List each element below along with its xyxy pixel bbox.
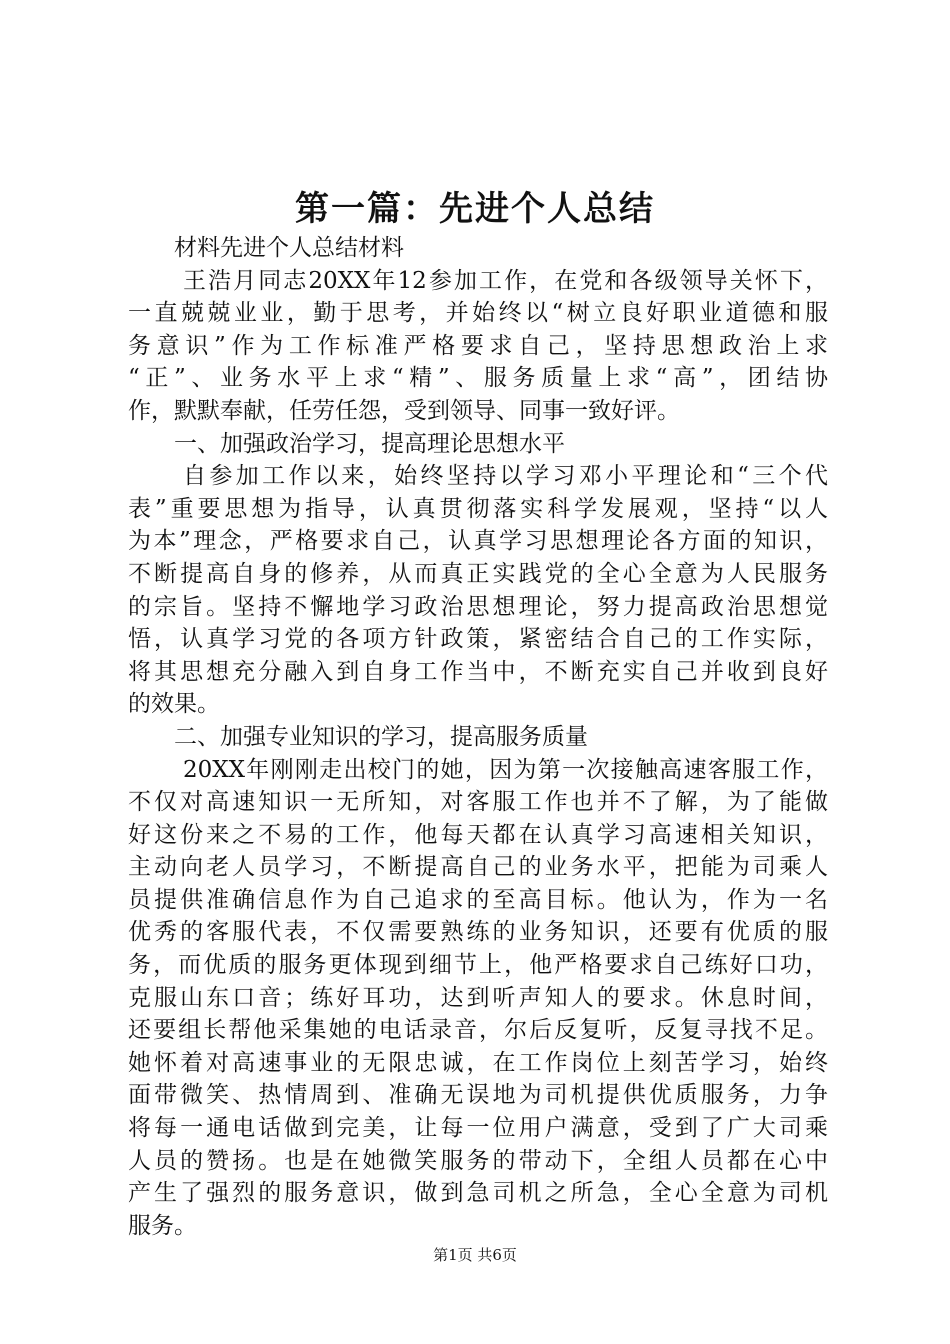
text-line: 悟，认真学习党的各项方针政策，紧密结合自己的工作实际， bbox=[128, 626, 828, 653]
text-line-subtitle: 材料先进个人总结材料 bbox=[174, 235, 404, 261]
text-line: 主动向老人员学习，不断提高自己的业务水平，把能为司乘人 bbox=[128, 854, 828, 881]
document-title: 第一篇：先进个人总结 bbox=[295, 189, 655, 229]
text-line: 王浩月同志20XX年12参加工作，在党和各级领导关怀下， bbox=[183, 267, 828, 294]
text-line: 优秀的客服代表，不仅需要熟练的业务知识，还要有优质的服 bbox=[128, 919, 828, 946]
document-body bbox=[128, 232, 828, 1242]
text-line: 表”重要思想为指导，认真贯彻落实科学发展观，坚持“以人 bbox=[128, 495, 828, 522]
section-heading-1: 一、加强政治学习，提高理论思想水平 bbox=[174, 430, 565, 457]
text-line: 面带微笑、热情周到、准确无误地为司机提供优质服务，力争 bbox=[128, 1082, 828, 1109]
text-line: 作，默默奉献，任劳任怨，受到领导、同事一致好评。 bbox=[128, 397, 680, 424]
text-line: 自参加工作以来，始终坚持以学习邓小平理论和“三个代 bbox=[183, 463, 828, 490]
text-line: 20XX年刚刚走出校门的她，因为第一次接触高速客服工作， bbox=[183, 756, 828, 783]
text-line: 克服山东口音；练好耳功，达到听声知人的要求。休息时间， bbox=[128, 984, 828, 1011]
text-line: 服务。 bbox=[128, 1212, 197, 1239]
section-heading-2: 二、加强专业知识的学习，提高服务质量 bbox=[174, 723, 588, 750]
text-line: 一直兢兢业业，勤于思考，并始终以“树立良好职业道德和服 bbox=[128, 300, 828, 327]
text-line: 为本”理念，严格要求自己，认真学习思想理论各方面的知识， bbox=[128, 528, 828, 555]
text-line: 不断提高自身的修养，从而真正实践党的全心全意为人民服务 bbox=[128, 560, 828, 587]
text-line: 她怀着对高速事业的无限忠诚，在工作岗位上刻苦学习，始终 bbox=[128, 1049, 828, 1076]
text-line: 务意识”作为工作标准严格要求自己，坚持思想政治上求 bbox=[128, 332, 828, 359]
text-line: “正”、业务水平上求“精”、服务质量上求“高”，团结协 bbox=[128, 365, 828, 392]
text-line: 人员的赞扬。也是在她微笑服务的带动下，全组人员都在心中 bbox=[128, 1147, 828, 1174]
text-line: 好这份来之不易的工作，他每天都在认真学习高速相关知识， bbox=[128, 821, 828, 848]
text-line: 还要组长帮他采集她的电话录音，尔后反复听，反复寻找不足。 bbox=[128, 1017, 828, 1044]
text-line: 务，而优质的服务更体现到细节上，他严格要求自己练好口功， bbox=[128, 952, 828, 979]
text-line: 产生了强烈的服务意识，做到急司机之所急，全心全意为司机 bbox=[128, 1180, 828, 1207]
text-line: 将其思想充分融入到自身工作当中，不断充实自己并收到良好 bbox=[128, 658, 828, 685]
text-line: 员提供准确信息作为自己追求的至高目标。他认为，作为一名 bbox=[128, 886, 828, 913]
text-line: 的效果。 bbox=[128, 691, 220, 718]
page-footer: 第1页 共6页 bbox=[433, 1246, 517, 1264]
text-line: 将每一通电话做到完美，让每一位用户满意，受到了广大司乘 bbox=[128, 1115, 828, 1142]
text-line: 的宗旨。坚持不懈地学习政治思想理论，努力提高政治思想觉 bbox=[128, 593, 828, 620]
text-line: 不仅对高速知识一无所知，对客服工作也并不了解，为了能做 bbox=[128, 789, 828, 816]
